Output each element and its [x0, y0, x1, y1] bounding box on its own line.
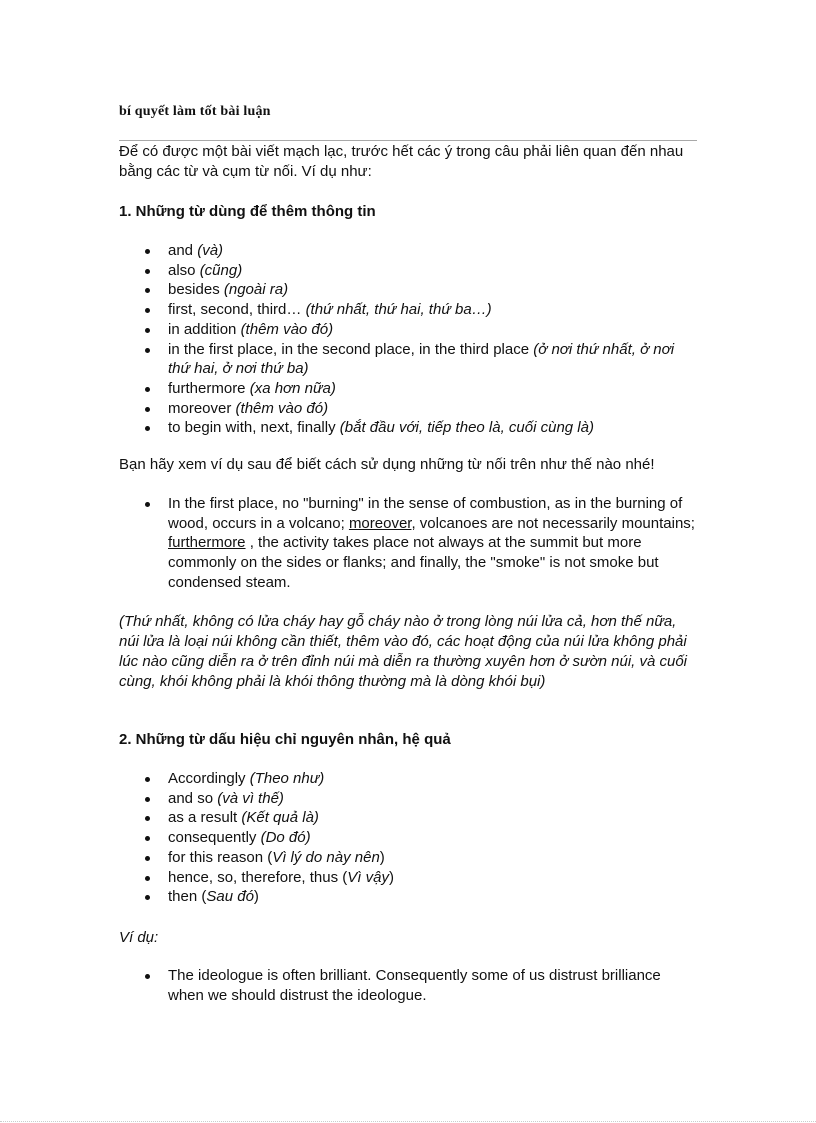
- section1-example-list: [119, 494, 697, 593]
- moreover-link: moreover: [348, 514, 412, 532]
- section1-heading: 1. Những từ dùng để thêm thông tin: [119, 203, 376, 220]
- section2-heading: 2. Những từ dấu hiệu chỉ nguyên nhân, hệ quả: [119, 731, 451, 748]
- list-item: in addition (thêm vào đó): [119, 320, 697, 340]
- list-item: as a result (Kết quả là): [119, 808, 697, 828]
- list-item: Accordingly (Theo như): [119, 769, 697, 789]
- page-break-divider: [0, 1121, 816, 1122]
- list-item: in the first place, in the second place, in the third place (ở nơi thứ nhất, ở nơi thứ hai, ở nơi thứ ba): [119, 340, 697, 379]
- example-sentence: In the first place, no "burning" in the sense of combustion, as in the burning of wood, occurs in a volcano; moreover, volcanoes are not necessarily mountains; furthermore , the activity takes place not always at the summit but more commonly on the sides or flanks; and finally, the "smoke" is not smoke but condensed steam.: [119, 494, 697, 593]
- list-item: then (Sau đó): [119, 887, 697, 907]
- title-divider: [119, 140, 697, 141]
- list-item: also (cũng): [119, 261, 697, 281]
- list-item: besides (ngoài ra): [119, 280, 697, 300]
- section2-list: [119, 769, 697, 907]
- list-item: to begin with, next, finally (bắt đầu với, tiếp theo là, cuối cùng là): [119, 418, 697, 438]
- list-item: hence, so, therefore, thus (Vì vậy): [119, 868, 697, 888]
- example-translation: (Thứ nhất, không có lửa cháy hay gỗ cháy nào ở trong lòng núi lửa cả, hơn thế nữa, núi lửa là loại núi không cần thiết, thêm vào đó, các hoạt động của núi lửa không phải lúc nào cũng diễn ra ở trên đỉnh núi mà diễn ra thường xuyên hơn ở sườn núi, và cuối cùng, khói không phải là khói thông thường mà là dòng khói bụi): [119, 613, 688, 690]
- list-item: moreover (thêm vào đó): [119, 399, 697, 419]
- document-title: bí quyết làm tốt bài luận: [119, 104, 271, 119]
- furthermore-link: furthermore: [168, 534, 246, 552]
- list-item: for this reason (Vì lý do này nên): [119, 848, 697, 868]
- example-sentence: The ideologue is often brilliant. Consequently some of us distrust brilliance when we should distrust the ideologue.: [119, 966, 697, 1005]
- example-prompt: Bạn hãy xem ví dụ sau để biết cách sử dụng những từ nối trên như thế nào nhé!: [119, 456, 655, 473]
- intro-paragraph: Để có được một bài viết mạch lạc, trước hết các ý trong câu phải liên quan đến nhau bằng các từ và cụm từ nối. Ví dụ như:: [119, 143, 684, 180]
- list-item: first, second, third… (thứ nhất, thứ hai, thứ ba…): [119, 300, 697, 320]
- list-item: and (và): [119, 241, 697, 261]
- list-item: consequently (Do đó): [119, 828, 697, 848]
- example-label: Ví dụ:: [119, 929, 159, 946]
- list-item: and so (và vì thế): [119, 789, 697, 809]
- section2-example-list: [119, 966, 697, 1005]
- section1-list: [119, 241, 697, 438]
- list-item: furthermore (xa hơn nữa): [119, 379, 697, 399]
